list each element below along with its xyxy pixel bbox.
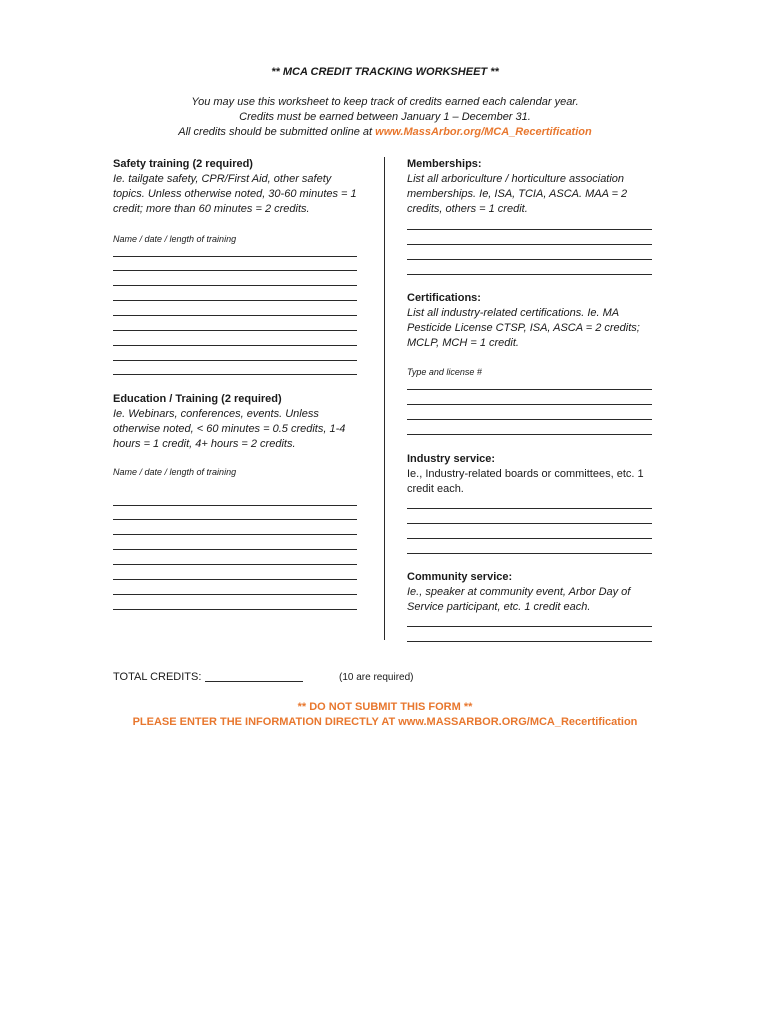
education-description: Ie. Webinars, conferences, events. Unless otherwise noted, < 60 minutes = 0.5 credits, 1-4 hours = 1 credit, 4+ hours = 2 credits. xyxy=(113,408,346,450)
recertification-link[interactable]: www.MassArbor.org/MCA_Recertification xyxy=(375,126,592,138)
intro-text xyxy=(0,95,770,140)
education-entry-line[interactable] xyxy=(113,534,357,535)
industry-section xyxy=(407,452,657,497)
memberships-description: List all arboriculture / horticulture association memberships. Ie, ISA, TCIA, ASCA. MAA = 2 credits, others = 1 credit. xyxy=(407,173,628,215)
memberships-entry-line[interactable] xyxy=(407,259,652,260)
safety-field-label: Name / date / length of training xyxy=(113,234,237,244)
education-field-label: Name / date / length of training xyxy=(113,467,237,477)
memberships-section xyxy=(407,157,657,217)
community-entry-line[interactable] xyxy=(407,641,652,642)
safety-entry-line[interactable] xyxy=(113,360,357,361)
memberships-entry-line[interactable] xyxy=(407,244,652,245)
intro-line-3-prefix: All credits should be submitted online at xyxy=(178,126,376,138)
certifications-entry-line[interactable] xyxy=(407,404,652,405)
certifications-heading: Certifications: xyxy=(407,292,481,304)
community-section xyxy=(407,570,657,615)
industry-heading: Industry service: xyxy=(407,453,496,465)
column-divider xyxy=(384,157,385,640)
education-entry-line[interactable] xyxy=(113,505,357,506)
certifications-entry-line[interactable] xyxy=(407,434,652,435)
education-entry-line[interactable] xyxy=(113,549,357,550)
industry-entry-line[interactable] xyxy=(407,553,652,554)
intro-line-1: You may use this worksheet to keep track of credits earned each calendar year. xyxy=(191,96,579,108)
industry-entry-line[interactable] xyxy=(407,508,652,509)
total-credits-field[interactable] xyxy=(205,681,303,682)
safety-entry-line[interactable] xyxy=(113,374,357,375)
memberships-entry-line[interactable] xyxy=(407,229,652,230)
community-description: Ie., speaker at community event, Arbor Day of Service participant, etc. 1 credit each. xyxy=(407,586,631,613)
safety-entry-line[interactable] xyxy=(113,330,357,331)
warning-line-2: PLEASE ENTER THE INFORMATION DIRECTLY AT www.MASSARBOR.ORG/MCA_Recertification xyxy=(132,716,638,728)
page-title: ** MCA CREDIT TRACKING WORKSHEET ** xyxy=(271,66,499,78)
education-heading: Education / Training (2 required) xyxy=(113,393,282,405)
safety-description: Ie. tailgate safety, CPR/First Aid, other safety topics. Unless otherwise noted, 30-60 minutes = 1 credit; more than 60 minutes = 2 credits. xyxy=(113,173,357,215)
safety-entry-line[interactable] xyxy=(113,345,357,346)
industry-entry-line[interactable] xyxy=(407,538,652,539)
total-credits xyxy=(113,671,303,683)
education-entry-line[interactable] xyxy=(113,564,357,565)
community-heading: Community service: xyxy=(407,571,513,583)
certifications-field-label: Type and license # xyxy=(407,367,482,377)
certifications-entry-line[interactable] xyxy=(407,419,652,420)
education-entry-line[interactable] xyxy=(113,519,357,520)
certifications-section xyxy=(407,291,657,351)
safety-entry-line[interactable] xyxy=(113,315,357,316)
education-entry-line[interactable] xyxy=(113,609,357,610)
education-entry-line[interactable] xyxy=(113,579,357,580)
safety-heading: Safety training (2 required) xyxy=(113,158,253,170)
safety-entry-line[interactable] xyxy=(113,285,357,286)
industry-entry-line[interactable] xyxy=(407,523,652,524)
safety-entry-line[interactable] xyxy=(113,256,357,257)
education-entry-line[interactable] xyxy=(113,594,357,595)
intro-line-3 xyxy=(0,125,770,140)
memberships-heading: Memberships: xyxy=(407,158,482,170)
memberships-entry-line[interactable] xyxy=(407,274,652,275)
total-credits-note: (10 are required) xyxy=(339,672,414,683)
safety-entry-line[interactable] xyxy=(113,270,357,271)
safety-entry-line[interactable] xyxy=(113,300,357,301)
industry-description: Ie., Industry-related boards or committees, etc. 1 credit each. xyxy=(407,468,644,495)
education-section xyxy=(113,392,365,452)
intro-line-2: Credits must be earned between January 1 – December 31. xyxy=(239,111,531,123)
certifications-description: List all industry-related certifications. Ie. MA Pesticide License CTSP, ISA, ASCA = 2 credits; MCLP, MCH = 1 credit. xyxy=(407,307,640,349)
community-entry-line[interactable] xyxy=(407,626,652,627)
warning-line-1: ** DO NOT SUBMIT THIS FORM ** xyxy=(297,701,473,713)
total-credits-label: TOTAL CREDITS: xyxy=(113,671,202,683)
certifications-entry-line[interactable] xyxy=(407,389,652,390)
safety-section xyxy=(113,157,365,217)
